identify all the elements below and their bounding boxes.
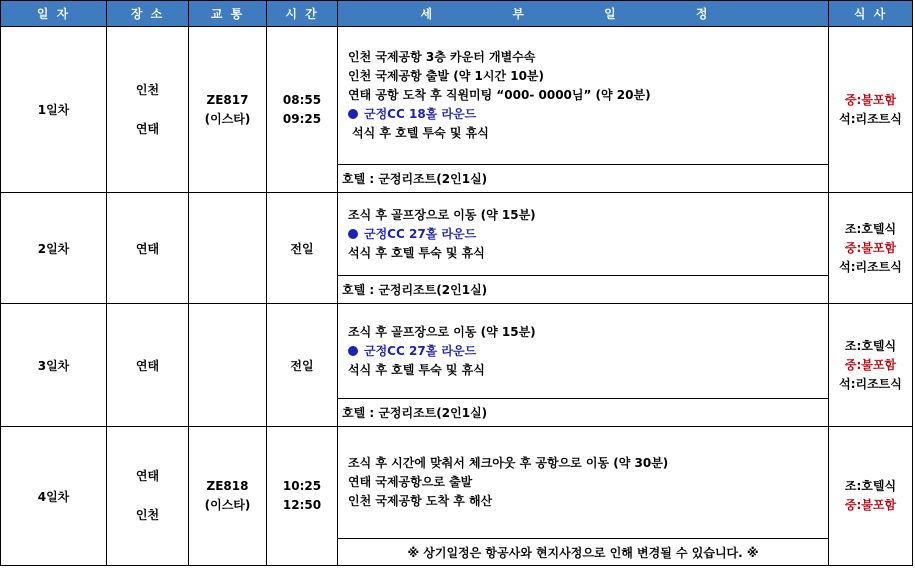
day3-meal-3: 석:리조트식	[839, 376, 902, 391]
day1-meal-2: 석:리조트식	[839, 111, 902, 126]
day1-item-1: 인천 국제공항 3층 카운터 개별수속	[348, 50, 536, 64]
golf-bullet-icon	[348, 109, 358, 119]
day1-item-3: 연태 공항 도착 후 직원미팅 “000- 0000님” (약 20분)	[348, 88, 651, 102]
day4-times	[267, 427, 338, 566]
golf-bullet-icon	[348, 346, 358, 356]
day4-meals	[829, 427, 913, 566]
header-meals: 식 사	[829, 1, 913, 27]
day3-place: 연태	[107, 304, 189, 427]
day2-item-1: 조식 후 골프장으로 이동 (약 15분)	[348, 207, 536, 222]
day3-meal-1: 조:호텔식	[844, 338, 897, 353]
day2-meal-3: 석:리조트식	[839, 259, 902, 274]
header-place: 장 소	[107, 1, 189, 27]
day4-airline: (이스타)	[204, 498, 251, 512]
day1-airline: (이스타)	[204, 111, 251, 126]
day3-hotel: 호텔 : 군정리조트(2인1실)	[338, 399, 829, 427]
day1-label: 1일차	[1, 27, 107, 193]
day3-details	[338, 304, 829, 399]
day4-main-row	[1, 427, 913, 539]
day1-meals	[829, 27, 913, 193]
day1-item-2: 인천 국제공항 출발 (약 1시간 10분)	[348, 69, 545, 83]
day1-times	[267, 27, 338, 193]
day4-label: 4일차	[1, 427, 107, 566]
day3-label: 3일차	[1, 304, 107, 427]
day3-golf-text: 군정CC 27홀 라운드	[364, 343, 477, 358]
day3-after: 석식 후 호텔 투숙 및 휴식	[348, 362, 485, 377]
day1-flight: ZE817	[206, 92, 249, 107]
day2-golf	[348, 225, 828, 244]
day4-details	[338, 427, 829, 539]
day2-meal-2: 중:불포함	[844, 240, 897, 255]
day3-item-1: 조식 후 골프장으로 이동 (약 15분)	[348, 324, 536, 339]
day2-meal-1: 조:호텔식	[844, 221, 897, 236]
day4-time-2: 12:50	[282, 498, 322, 512]
day4-item-2: 연태 국제공항으로 출발	[348, 475, 473, 489]
day1-transport	[189, 27, 267, 193]
day4-item-1: 조식 후 시간에 맞춰서 체크아웃 후 공항으로 이동 (약 30분)	[348, 456, 669, 470]
day2-golf-text: 군정CC 27홀 라운드	[364, 226, 477, 241]
header-day: 일 자	[1, 1, 107, 27]
day2-hotel: 호텔 : 군정리조트(2인1실)	[338, 276, 829, 304]
day1-places	[107, 27, 189, 193]
header-transport: 교 통	[189, 1, 267, 27]
day2-time: 전일	[267, 193, 338, 304]
day3-main-row	[1, 304, 913, 399]
day1-time-1: 08:55	[282, 92, 322, 107]
header-time: 시 간	[267, 1, 338, 27]
day4-transport	[189, 427, 267, 566]
day4-place-2: 인천	[135, 508, 160, 522]
day1-golf-text: 군정CC 18홀 라운드	[364, 107, 477, 121]
day1-place-2: 연태	[135, 121, 160, 136]
day2-main-row	[1, 193, 913, 276]
day4-place-1: 연태	[135, 469, 160, 483]
day4-meal-2: 중:불포함	[844, 498, 897, 512]
day4-meal-1: 조:호텔식	[844, 479, 897, 493]
day3-golf	[348, 342, 828, 361]
day2-after: 석식 후 호텔 투숙 및 휴식	[348, 245, 485, 260]
day3-meals	[829, 304, 913, 427]
header-details: 세 부 일 정	[338, 1, 829, 27]
day2-label: 2일차	[1, 193, 107, 304]
golf-bullet-icon	[348, 229, 358, 239]
day4-time-1: 10:25	[282, 479, 322, 493]
schedule-notice: ※ 상기일정은 항공사와 현지사정으로 인해 변경될 수 있습니다. ※	[338, 539, 829, 566]
day1-time-2: 09:25	[282, 111, 322, 126]
day2-transport	[189, 193, 267, 304]
day4-flight: ZE818	[206, 479, 249, 493]
day2-meals	[829, 193, 913, 304]
header-row	[1, 1, 913, 27]
day3-time: 전일	[267, 304, 338, 427]
day2-details	[338, 193, 829, 276]
day1-place-1: 인천	[135, 82, 160, 97]
day4-item-3: 인천 국제공항 도착 후 해산	[348, 494, 493, 508]
day1-details	[338, 27, 829, 165]
day1-hotel: 호텔 : 군정리조트(2인1실)	[338, 165, 829, 193]
day3-transport	[189, 304, 267, 427]
day1-after: 석식 후 호텔 투숙 및 휴식	[352, 126, 489, 140]
day4-places	[107, 427, 189, 566]
day2-place: 연태	[107, 193, 189, 304]
day3-meal-2: 중:불포함	[844, 357, 897, 372]
day1-main-row	[1, 27, 913, 165]
day1-meal-1: 중:불포함	[844, 92, 897, 107]
day1-golf	[348, 105, 828, 124]
